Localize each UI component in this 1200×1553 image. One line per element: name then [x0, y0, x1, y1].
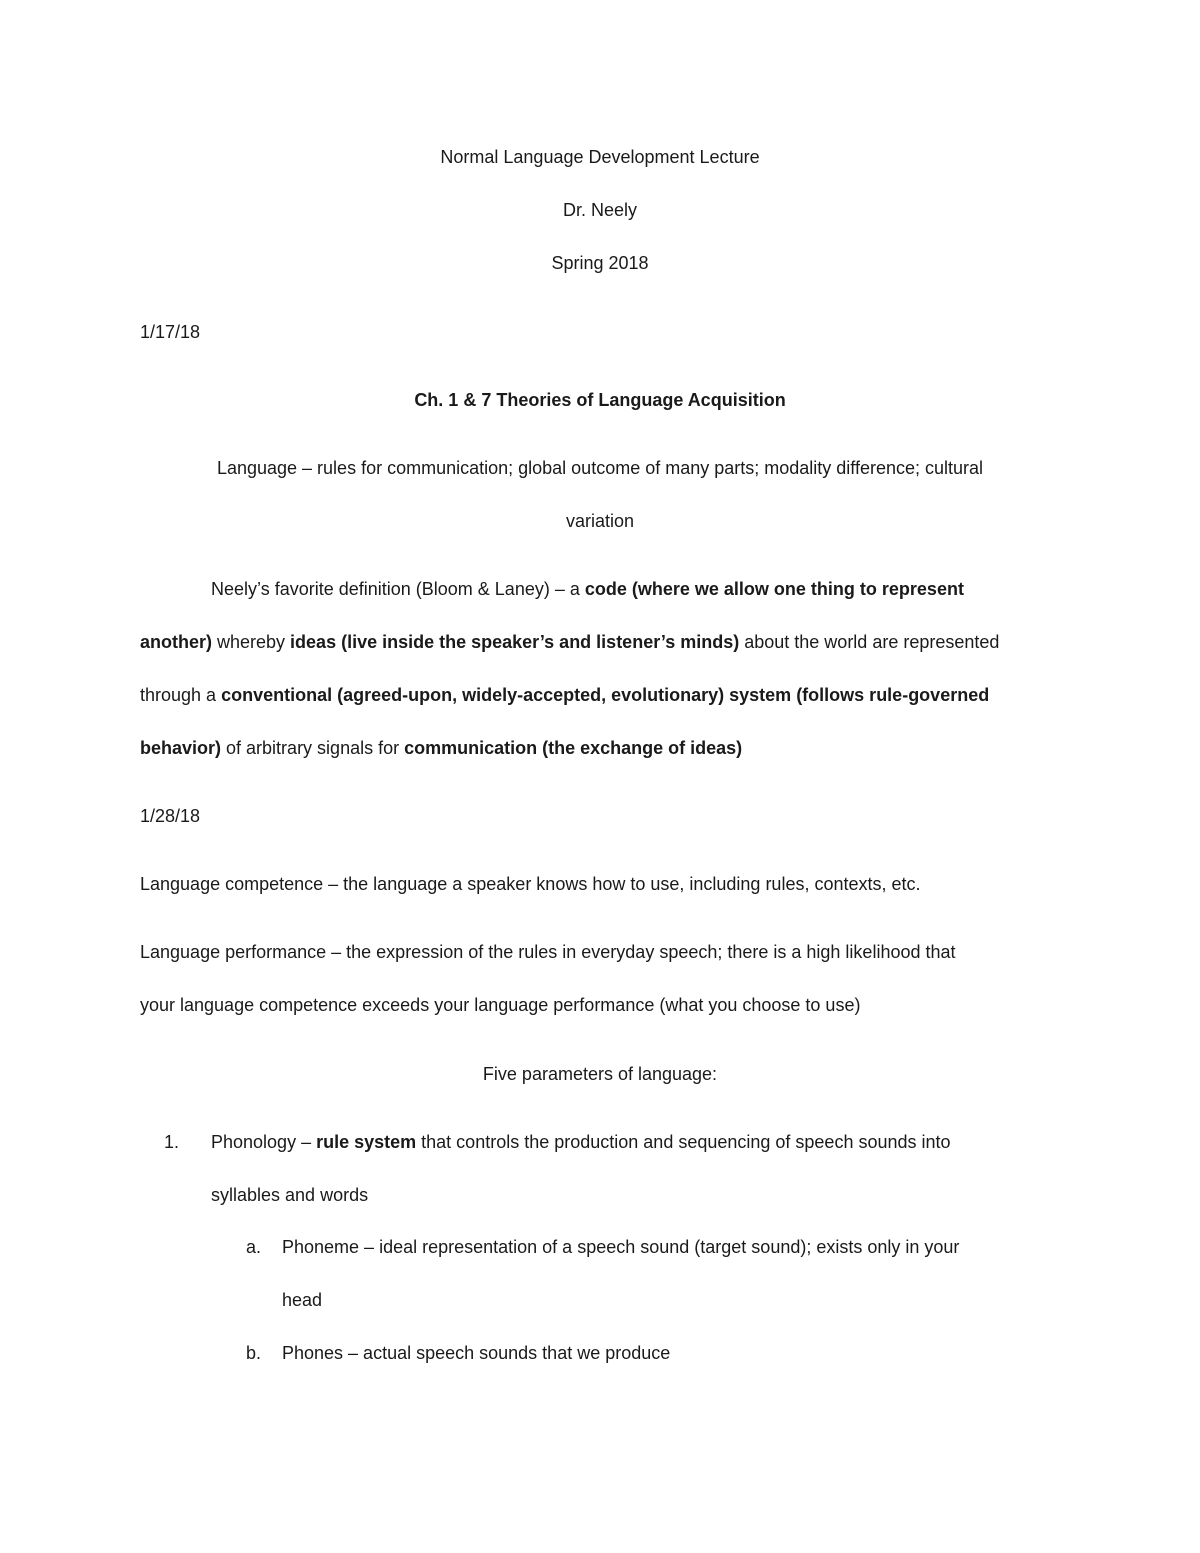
text-run: about the world are represented: [739, 632, 1000, 652]
performance-definition-line: your language competence exceeds your language performance (what you choose to use): [140, 995, 861, 1015]
language-definition-line: Language – rules for communication; global outcome of many parts; modality difference; cultural: [216, 458, 984, 478]
favorite-definition-line: [140, 736, 742, 760]
term: Spring 2018: [551, 253, 649, 273]
list-item-continuation: syllables and words: [211, 1185, 369, 1205]
document-title: Normal Language Development Lecture: [440, 147, 760, 167]
text-run: whereby: [212, 632, 291, 652]
competence-definition: Language competence – the language a speaker knows how to use, including rules, contexts, etc.: [140, 874, 921, 894]
favorite-definition-line: [211, 577, 964, 601]
entry-date: 1/17/18: [140, 322, 201, 342]
bold-run: rule system: [316, 1132, 417, 1152]
text-run: Neely’s favorite definition (Bloom & Laney) – a: [211, 579, 585, 599]
bold-run: communication (the exchange of ideas): [404, 738, 743, 758]
text-run: of arbitrary signals for: [221, 738, 405, 758]
favorite-definition-line: [140, 630, 999, 654]
list-item-phonology: [211, 1130, 951, 1154]
text-run: that controls the production and sequencing of speech sounds into: [416, 1132, 951, 1152]
bold-run: ideas (live inside the speaker’s and listener’s minds): [290, 632, 740, 652]
bold-run: conventional (agreed-upon, widely-accepted, evolutionary) system (follows rule-governed: [221, 685, 990, 705]
section-heading: Ch. 1 & 7 Theories of Language Acquisition: [414, 390, 786, 410]
bold-run: code (where we allow one thing to represent: [584, 579, 964, 599]
bold-run: behavior): [140, 738, 222, 758]
parameters-heading: Five parameters of language:: [482, 1064, 718, 1084]
language-definition-line: variation: [565, 511, 635, 531]
sublist-item-phoneme: Phoneme – ideal representation of a speech sound (target sound); exists only in your: [282, 1237, 960, 1257]
entry-date: 1/28/18: [140, 806, 201, 826]
bold-run: another): [140, 632, 212, 652]
text-run: Phonology –: [211, 1132, 317, 1152]
text-run: through a: [140, 685, 222, 705]
sublist-marker: b.: [246, 1343, 262, 1363]
list-marker: 1.: [164, 1132, 180, 1152]
favorite-definition-line: [140, 683, 989, 707]
sublist-item-phones: Phones – actual speech sounds that we produce: [282, 1343, 671, 1363]
sublist-item-continuation: head: [282, 1290, 323, 1310]
sublist-marker: a.: [246, 1237, 262, 1257]
performance-definition-line: Language performance – the expression of the rules in everyday speech; there is a high likelihood that: [140, 942, 956, 962]
instructor-name: Dr. Neely: [562, 200, 638, 220]
